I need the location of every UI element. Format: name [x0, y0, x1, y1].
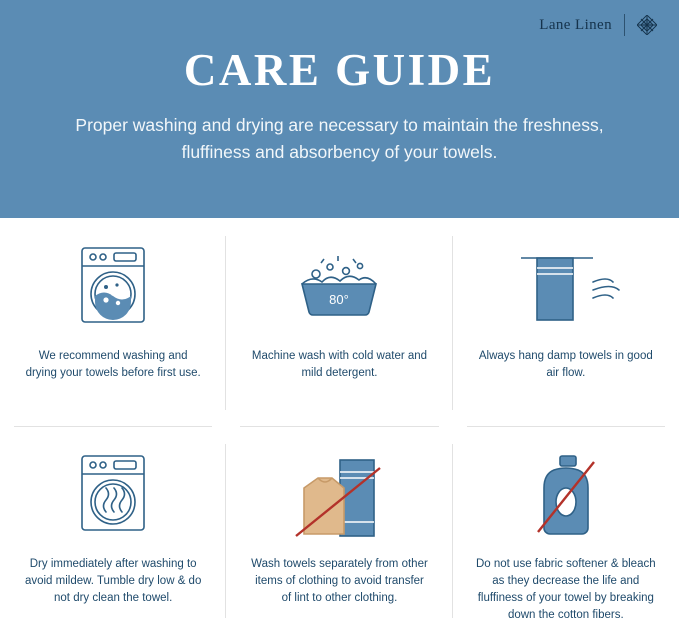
brand-name: Lane Linen	[539, 16, 612, 33]
wash-temperature-label: 80°	[329, 292, 350, 307]
care-tip-5-text: Wash towels separately from other items of clothing to avoid transfer of lint to other clothing.	[251, 558, 428, 604]
brand-lockup	[539, 14, 657, 36]
care-tip-1	[0, 218, 226, 426]
page-subtitle: Proper washing and drying are necessary to maintain the freshness, fluffiness and absorbency of your towels.	[75, 115, 604, 162]
wash-basin-bubbles-icon	[284, 240, 394, 336]
care-tip-1-text: We recommend washing and drying your towels before first use.	[25, 350, 201, 379]
care-tip-2	[226, 218, 452, 426]
care-tip-2-text: Machine wash with cold water and mild detergent.	[251, 350, 428, 379]
page-title: CARE GUIDE	[183, 45, 496, 95]
care-tip-3-text: Always hang damp towels in good air flow.	[478, 350, 653, 379]
washing-machine-icon	[70, 240, 156, 336]
tumble-dryer-icon	[70, 448, 156, 544]
diamond-lattice-logo-icon	[637, 15, 657, 35]
care-tip-5	[226, 426, 452, 634]
no-mixing-laundry-icon	[274, 448, 404, 544]
brand-divider	[624, 14, 625, 36]
care-tip-6	[453, 426, 679, 634]
hanging-towel-airflow-icon	[501, 240, 631, 336]
care-tip-4	[0, 426, 226, 634]
care-tip-4-text: Dry immediately after washing to avoid mildew. Tumble dry low & do not dry clean the towel.	[24, 558, 202, 604]
care-tip-3	[453, 218, 679, 426]
header-banner	[0, 0, 679, 218]
care-tips-grid	[0, 218, 679, 634]
care-tip-6-text: Do not use fabric softener & bleach as they decrease the life and fluffiness of your towel by breaking down the cotton fibers.	[475, 558, 656, 621]
no-fabric-softener-icon	[518, 448, 614, 544]
